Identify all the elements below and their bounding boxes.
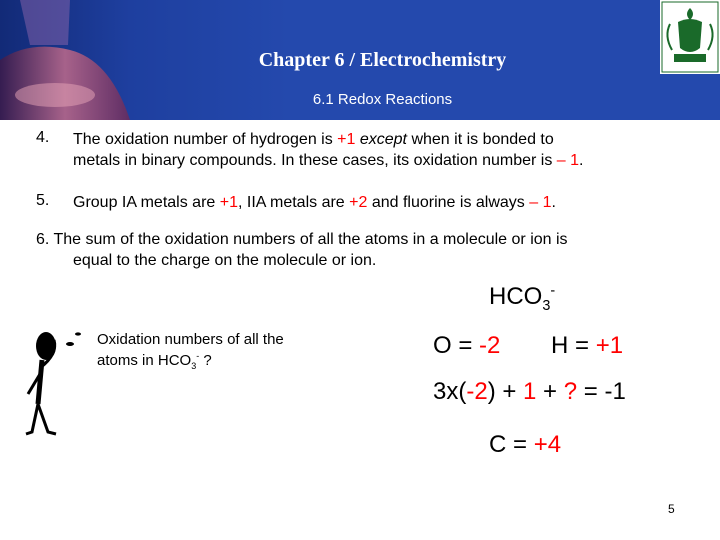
page-title: Chapter 6 / Electrochemistry	[258, 49, 507, 71]
page-number: 5	[668, 502, 675, 516]
equation-mid: ) +	[487, 378, 524, 405]
ion-formula	[489, 283, 556, 314]
oxygen-value	[433, 332, 500, 360]
hydrogen-label: H =	[551, 332, 596, 359]
rule-5-text	[73, 192, 703, 213]
ion-formula-base: HCO	[489, 283, 543, 310]
rule-4-part1: The oxidation number of hydrogen is	[73, 131, 338, 148]
question-line1: Oxidation numbers of all the	[97, 331, 284, 348]
carbon-number: +4	[533, 431, 562, 458]
crest-icon	[660, 0, 720, 74]
university-logo	[660, 0, 720, 74]
question-sub: 3	[191, 361, 197, 371]
carbon-value	[489, 431, 561, 459]
equation-pre: 3x(	[433, 378, 467, 405]
question-line2-pre: atoms in HCO	[97, 352, 192, 369]
rule-4-value1: +1	[337, 131, 356, 148]
rule-4-part6: .	[579, 152, 584, 169]
ion-formula-sup: -	[550, 283, 556, 299]
rule-4-part5: metals in binary compounds. In these cases, its oxidation number is	[73, 152, 557, 169]
rule-6-line1: 6. The sum of the oxidation numbers of all the atoms in a molecule or ion is	[36, 231, 568, 248]
page-subtitle: 6.1 Redox Reactions	[312, 91, 453, 108]
header-banner	[0, 0, 720, 120]
rule-4-value2: – 1	[556, 152, 580, 169]
ion-formula-sub: 3	[542, 297, 551, 314]
rule-5-number: 5.	[36, 192, 50, 209]
rule-4-text	[73, 129, 703, 171]
hydrogen-number: +1	[595, 332, 624, 359]
equation-plus: +	[536, 378, 564, 405]
thinking-figure-image	[24, 324, 88, 438]
equation-unknown: ?	[563, 378, 578, 405]
rule-5-part2: , IIA metals are	[237, 194, 350, 211]
charge-equation	[433, 378, 626, 406]
rule-4-number: 4.	[36, 129, 50, 146]
rule-5-value1: +1	[219, 194, 238, 211]
rule-5-value2: +2	[349, 194, 368, 211]
rule-5-part1: Group IA metals are	[73, 194, 220, 211]
rule-4-part4: when it is bonded to	[407, 131, 554, 148]
equation-end: = -1	[577, 378, 626, 405]
oxygen-number: -2	[479, 332, 501, 359]
equation-oxygen: -2	[466, 378, 488, 405]
oxygen-label: O =	[433, 332, 480, 359]
rule-6-line2: equal to the charge on the molecule or ion.	[73, 252, 377, 269]
carbon-label: C =	[489, 431, 534, 458]
equation-hydrogen: 1	[523, 378, 537, 405]
hydrogen-value	[551, 332, 623, 360]
question-text	[97, 329, 357, 371]
rule-5-value3: – 1	[529, 194, 552, 211]
rule-5-part3: and fluorine is always	[367, 194, 530, 211]
question-sup: -	[196, 351, 200, 361]
rule-4-except: except	[359, 131, 407, 148]
question-end: ?	[199, 352, 212, 369]
rule-5-part4: .	[551, 194, 556, 211]
